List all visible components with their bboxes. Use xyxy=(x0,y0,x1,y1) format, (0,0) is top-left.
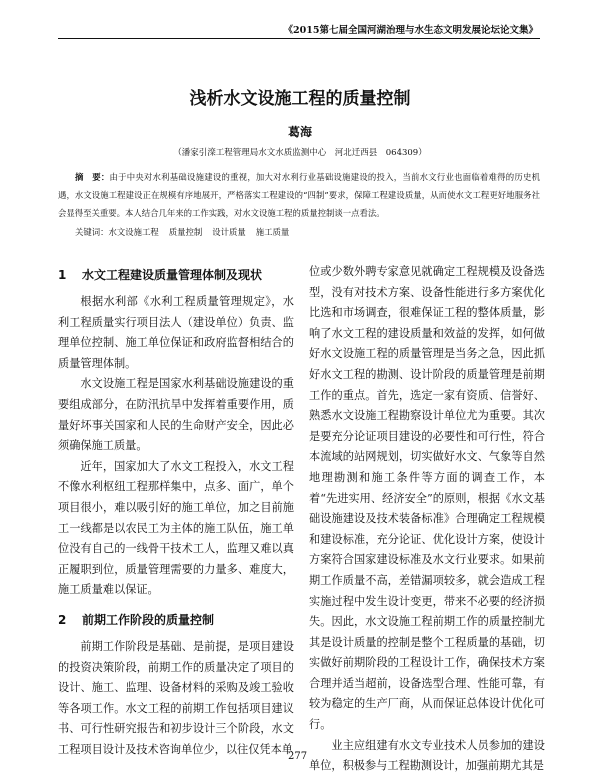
abstract xyxy=(58,168,540,222)
keywords-label: 关键词： xyxy=(75,227,109,237)
section-heading xyxy=(58,609,294,631)
keyword: 质量控制 xyxy=(168,227,203,237)
section-number: 2 xyxy=(58,612,67,627)
header-rule xyxy=(58,38,540,39)
paragraph: 水文设施工程是国家水利基础设施建设的重要组成部分，在防汛抗旱中发挥着重要作用，质量好坏事关国家和人民的生命财产安全，因此必须确保施工质量。 xyxy=(58,377,294,453)
paragraph: 近年，国家加大了水文工程投入，水文工程不像水利枢纽工程那样集中，点多、面广，单个项目很小，难以吸引好的施工单位，加之目前施工一线都是以农民工为主体的施工队伍，施工单位没有自己的一线骨干技术工人，监理又难以真正履职到位，质量管理需要的力量多、难度大，施工质量难以保证。 xyxy=(58,459,294,597)
article-title: 浅析水文设施工程的质量控制 xyxy=(189,89,411,109)
paragraph-continued: 位或少数外聘专家意见就确定工程规模及设备选型，没有对技术方案、设备性能进行多方案优化比选和市场调查，很难保证工程的整体质量，影响了水文工程的建设质量和效益的发挥，如何做好水文设施工程的质量管理是当务之急，因此抓好水文工程的勘测、设计阶段的质量管理是前期工作的重点。首先，选定一家有资质、信誉好、熟悉水文设施工程勘察设计单位尤为重要。其次是要充分论证项目建设的必要性和可行性，符合本流域的站网规划，切实做好水文、气象等自然地理勘测和施工条件等方面的调查工作，本着“先进实用、经济安全”的原则，根据《水文基础设施建设及技术装备标准》合理确定工程规模和建设标准，充分论证、优化设计方案，使设计方案符合国家建设标准及水文行业要求。如果前期工作质量不高，差错漏项较多，就会造成工程实施过程中发生设计变更，带来不必要的经济损失。因此，水文设施工程前期工作的质量控制尤其是设计质量的控制是整个工程质量的基础，切实做好前期阶段的工程设计工作，确保技术方案合理并适当超前，设备选型合理、性能可靠，有较为稳定的生产厂商，从而保证总体设计优化可行。 xyxy=(309,265,545,732)
keyword: 水文设施工程 xyxy=(108,227,159,237)
left-column xyxy=(58,264,294,760)
section-heading xyxy=(58,264,294,286)
section-title: 前期工作阶段的质量控制 xyxy=(82,612,215,627)
author-affiliation: （潘家引滦工程管理局水文水质监测中心 河北迁西县 064309） xyxy=(173,148,427,158)
paragraph: 前期工作阶段是基础、是前提，是项目建设的投资决策阶段，前期工作的质量决定了项目的设计、施工、监理、设备材料的采购及竣工验收等各项工作。水文工程的前期工作包括项目建议书、可行性研究报告和初步设计三个阶段，水文工程项目设计及技术咨询单位少，以往仅凭本单 xyxy=(58,639,294,756)
section-number: 1 xyxy=(58,268,67,282)
paragraph: 业主应组建有水文专业技术人员参加的建设单位，积极参与工程勘测设计，加强前期尤其是 xyxy=(309,738,545,773)
keywords xyxy=(75,226,299,238)
page-number: 277 xyxy=(288,751,308,762)
right-column xyxy=(309,262,545,777)
keyword: 施工质量 xyxy=(255,227,290,237)
keyword: 设计质量 xyxy=(212,227,246,237)
section-title: 水文工程建设质量管理体制及现状 xyxy=(82,268,263,282)
paragraph: 根据水利部《水利工程质量管理规定》，水利工程质量实行项目法人（建设单位）负责、监理单位控制、施工单位保证和政府监督相结合的质量管理体制。 xyxy=(58,295,294,370)
author-name: 葛海 xyxy=(287,125,312,139)
abstract-label: 摘 要： xyxy=(75,172,110,182)
abstract-text: 由于中央对水利基础设施建设的重视，加大对水利行业基础设施建设的投入，当前水文行业也面临着难得的历史机遇，水文设施工程建设正在规模有序地展开，严格落实工程建设的“四制”要求，保障工程建设质量，从而使水文工程更好地服务社会显得至关重要。本人结合几年来的工作实践，对水文设施工程的质量控制谈一点看法。 xyxy=(58,172,541,218)
running-header: 《2015第七届全国河湖治理与水生态文明发展论坛论文集》 xyxy=(283,25,538,36)
